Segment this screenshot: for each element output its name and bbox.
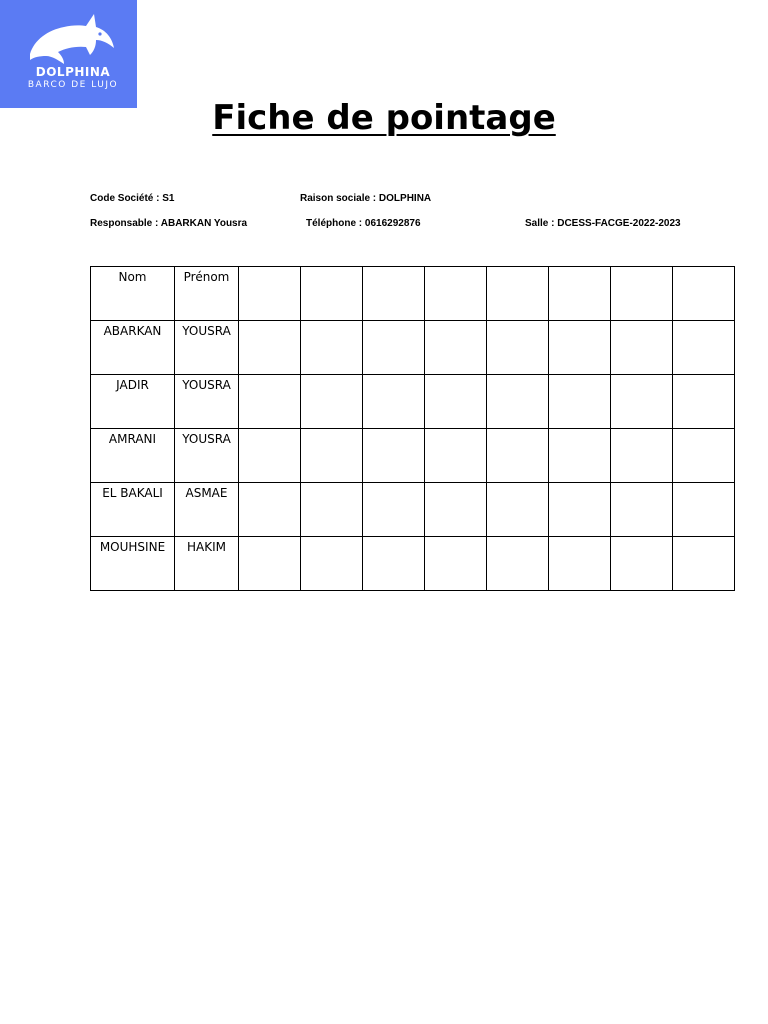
table-header-row: [91, 267, 735, 321]
signature-cell: [487, 483, 549, 537]
attendance-table: [90, 266, 735, 591]
signature-cell: [549, 537, 611, 591]
signature-cell: [611, 537, 673, 591]
signature-cell: [239, 537, 301, 591]
signature-cell: [611, 321, 673, 375]
signature-cell: [425, 537, 487, 591]
cell-prenom: YOUSRA: [175, 375, 239, 429]
table-row: [91, 537, 735, 591]
cell-nom: AMRANI: [91, 429, 175, 483]
signature-cell: [673, 537, 735, 591]
signature-cell: [487, 375, 549, 429]
signature-cell: [301, 483, 363, 537]
signature-cell: [673, 429, 735, 483]
signature-cell: [673, 321, 735, 375]
header-blank-cell: [239, 267, 301, 321]
header-blank-cell: [363, 267, 425, 321]
header-prenom: Prénom: [175, 267, 239, 321]
telephone: Téléphone : 0616292876: [306, 218, 421, 229]
signature-cell: [549, 375, 611, 429]
cell-prenom: ASMAE: [175, 483, 239, 537]
signature-cell: [487, 321, 549, 375]
header-blank-cell: [549, 267, 611, 321]
cell-nom: JADIR: [91, 375, 175, 429]
signature-cell: [487, 429, 549, 483]
signature-cell: [301, 375, 363, 429]
signature-cell: [611, 483, 673, 537]
logo-name: DOLPHINA: [35, 65, 111, 79]
page-title: Fiche de pointage: [212, 98, 556, 138]
cell-prenom: YOUSRA: [175, 321, 239, 375]
dolphin-icon: [24, 10, 116, 64]
code-societe: Code Société : S1: [90, 193, 175, 204]
table-row: [91, 321, 735, 375]
signature-cell: [363, 375, 425, 429]
signature-cell: [425, 321, 487, 375]
cell-prenom: HAKIM: [175, 537, 239, 591]
signature-cell: [425, 375, 487, 429]
signature-cell: [611, 375, 673, 429]
signature-cell: [549, 321, 611, 375]
signature-cell: [239, 483, 301, 537]
cell-nom: EL BAKALI: [91, 483, 175, 537]
signature-cell: [363, 429, 425, 483]
signature-cell: [363, 537, 425, 591]
signature-cell: [425, 483, 487, 537]
signature-cell: [239, 429, 301, 483]
cell-prenom: YOUSRA: [175, 429, 239, 483]
signature-cell: [425, 429, 487, 483]
signature-cell: [301, 429, 363, 483]
header-blank-cell: [673, 267, 735, 321]
signature-cell: [301, 537, 363, 591]
header-blank-cell: [611, 267, 673, 321]
logo-tagline: BARCO DE LUJO: [27, 80, 119, 90]
signature-cell: [363, 321, 425, 375]
header-nom: Nom: [91, 267, 175, 321]
signature-cell: [673, 375, 735, 429]
signature-cell: [487, 537, 549, 591]
signature-cell: [301, 321, 363, 375]
cell-nom: MOUHSINE: [91, 537, 175, 591]
header-blank-cell: [301, 267, 363, 321]
salle: Salle : DCESS-FACGE-2022-2023: [525, 218, 681, 229]
signature-cell: [363, 483, 425, 537]
signature-cell: [611, 429, 673, 483]
table-row: [91, 429, 735, 483]
table-row: [91, 375, 735, 429]
company-logo: [0, 0, 137, 108]
table-row: [91, 483, 735, 537]
cell-nom: ABARKAN: [91, 321, 175, 375]
signature-cell: [239, 375, 301, 429]
header-blank-cell: [425, 267, 487, 321]
signature-cell: [549, 483, 611, 537]
raison-sociale: Raison sociale : DOLPHINA: [300, 193, 432, 204]
responsable: Responsable : ABARKAN Yousra: [90, 218, 248, 229]
signature-cell: [549, 429, 611, 483]
header-blank-cell: [487, 267, 549, 321]
signature-cell: [673, 483, 735, 537]
signature-cell: [239, 321, 301, 375]
